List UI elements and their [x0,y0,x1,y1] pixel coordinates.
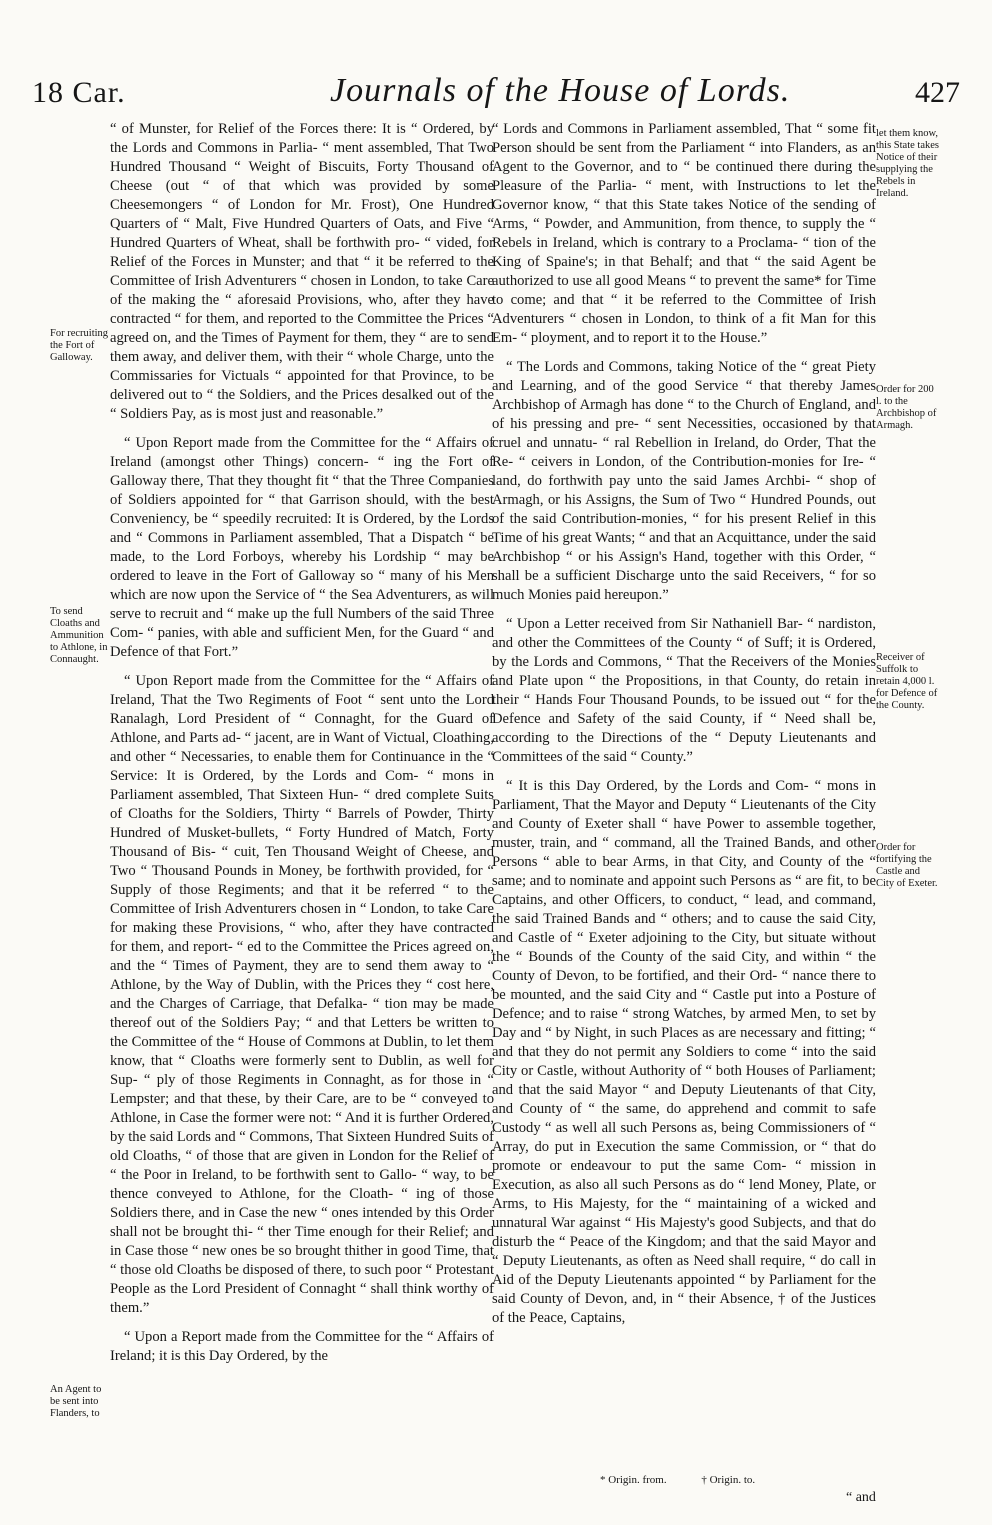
page-header [0,70,992,120]
margin-note-armagh: Order for 200 l. to the Archbishop of Armagh. [876,384,937,431]
margin-note-athlone: To send Cloaths and Ammunition to Athlone, in Connaught. [50,606,108,665]
margin-note-suffolk: Receiver of Suffolk to retain 4,000 l. for Defence of the County. [876,652,938,711]
footnote-from: * Origin. from. [600,1474,667,1486]
paragraph-suffolk: “ Upon a Letter received from Sir Nathaniell Bar- “ nardiston, and other the Committees of the County “ of Suff; it is Ordered, by the Lords and Commons, “ That the Receivers of the Monies and Plate upon “ the Propositions, in that County, do retain in their “ Hands Four Thousand Pounds, to be issued out “ for the Defence and Safety of the said County, if “ Need shall be, according to the Directions of the “ Deputy Lieutenants and Committees of the said “ County.” [492,616,876,765]
paragraph-munster-relief: “ of Munster, for Relief of the Forces there: It is “ Ordered, by the Lords and Commons in Parlia- “ ment assembled, That Two Hundred Thousand “ Weight of Biscuits, Forty Thousand of Cheese (out “ of that which was provided by some Cheesemongers “ of London for Mr. Frost), One Hundred Quarters of “ Malt, Five Hundred Quarters of Oats, and Five “ Hundred Quarters of Wheat, shall be forthwith pro- “ vided, for Relief of the Forces in Munster; and that “ it be referred to the Committee of Irish Adventurers “ chosen in London, to take Care of the making the “ aforesaid Provisions, who, after they have contracted “ for them, and reported to the Committee the Prices “ agreed on, and the Times of Payment for them, they “ are to send them away, and deliver them, with their “ whole Charge, unto the Commissaries for Victuals “ appointed for that Province, to be delivered out to “ the Soldiers, and the Prices desalked out of the “ Soldiers Pay, as is most just and reasonable.” [110,121,494,422]
catchword: “ and [846,1490,876,1505]
paragraph-flanders-agent: “ Lords and Commons in Parliament assembled, That “ some fit Person should be sent from the Parliament “ into Flanders, as an Agent to the Governor, and to “ be continued there during the Pleasure of the Parlia- “ ment, with Instructions to let the Governor know, “ that this State takes Notice of the sending of Arms, “ Powder, and Ammunition, from thence, to supply the “ Rebels in Ireland, which is contrary to a Proclama- “ tion of the King of Spaine's; in that Behalf; and that “ the said Agent be authorized to use all good Means “ to prevent the same* for Time to come; and that “ it be referred to the Committee of Irish Adventurers “ chosen in London, to think of a fit Man for this Em- “ ployment, and to report it to the House.” [492,121,876,346]
left-column [110,120,494,1376]
paragraph-athlone: “ Upon Report made from the Committee for the “ Affairs of Ireland, That the Two Regiments of Foot “ sent unto the Lord Ranalagh, Lord President of “ Connaght, for the Guard of Athlone, and Parts ad- “ jacent, are in Want of Victual, Cloathing, and other “ Necessaries, to enable them for Continuance in the “ Service: It is Ordered, by the Lords and Com- “ mons in Parliament assembled, That Sixteen Hun- “ dred complete Suits of Cloaths for the Soldiers, Thirty “ Barrels of Powder, Thirty Hundred of Musket-bullets, “ Forty Hundred of Match, Forty Thousand of Bis- “ cuit, Ten Thousand Weight of Cheese, and Two “ Thousand Pounds in Money, be forthwith provided, for “ Supply of those Regiments; and that it be referred “ to the Committee of Irish Adventurers chosen in “ London, to take Care for making these Provisions, “ who, after they have contracted for them, and report- “ ed to the Committee the Prices agreed on, and the “ Times of Payment, they are to send them away to “ Athlone, by the Way of Dublin, with the Prices they “ cost here, and the Charges of Carriage, that Defalka- “ tion may be made thereof out of the Soldiers Pay; “ and that Letters be written to the Committee of the “ House of Commons at Dublin, to let them know, that “ Cloaths were formerly sent to Dublin, as well for Sup- “ ply of those Regiments in Connaght, as for those in “ Lempster; and that these, by their Care, are to be “ conveyed to Athlone, in Case the former were not: “ And it is further Ordered, by the said Lords and “ Commons, That Sixteen Hundred Suits of old Cloaths, “ of those that are given in London for the Relief of “ the Poor in Ireland, to be forthwith sent to Gallo- “ way, to be thence conveyed to Athlone, for the Cloath- “ ing of those Soldiers there, and in Case the new “ ones intended by this Order shall not be brought thi- “ ther Time enough for their Relief; and in Case those “ new ones be so brought thither in good Time, that “ those old Cloaths be disposed of there, to such poor “ Protestant People as the Lord President of Connaght “ shall think worthy of them.” [110,673,494,1316]
margin-note-galloway: For recruiting the Fort of Galloway. [50,328,109,363]
running-title: Journals of the House of Lords. [330,72,791,109]
paragraph-flanders-start: “ Upon a Report made from the Committee for the “ Affairs of Ireland; it is this Day Ordered, by the [110,1329,494,1364]
right-column [492,120,876,1338]
regnal-year: 18 Car. [32,76,126,109]
margin-note-flanders-continued: let them know, this State takes Notice of their supplying the Rebels in Ireland. [876,128,939,199]
margin-note-exeter: Order for fortifying the Castle and City of Exeter. [876,842,938,889]
paragraph-galloway: “ Upon Report made from the Committee for the “ Affairs of Ireland (amongst other Things) concern- “ ing the Fort of Galloway there, That they thought fit “ that the Three Companies of Soldiers appointed for “ that Garrison should, with the best Conveniency, be “ speedily recruited: It is Ordered, by the Lords and “ Commons in Parliament assembled, That a Dispatch “ be made, to the Lord Forboys, whereby his Lordship “ may be ordered to leave in the Fort of Galloway so “ many of his Men which are now upon the Service of “ the Sea Adventurers, as will serve to recruit and “ make up the full Numbers of the said Three Com- “ panies, with able and sufficient Men, for the Guard “ and Defence of that Fort.” [110,435,494,660]
paragraph-armagh: “ The Lords and Commons, taking Notice of the “ great Piety and Learning, and of the good Service “ that thereby James Archbishop of Armagh has done “ to the Church of England, and of his pressing and pre- “ sent Necessities, occasioned by that cruel and unnatu- “ ral Rebellion in Ireland, do Order, That the Re- “ ceivers in London, of the Contribution-monies for Ire- “ land, do forthwith pay unto the said James Archbi- “ shop of Armagh, or his Assigns, the Sum of Two “ Hundred Pounds, out of the said Contribution-monies, “ for his present Relief in this Time of his great Wants; “ and that an Acquittance, under the said Archbishop “ or his Assign's Hand, together with this Order, “ shall be a sufficient Discharge unto the said Receivers, “ for so much Monies paid hereupon.” [492,359,876,603]
paragraph-exeter: “ It is this Day Ordered, by the Lords and Com- “ mons in Parliament, That the Mayor and Deputy “ Lieutenants of the City and County of Exeter shall “ have Power to assemble together, muster, train, and “ command, all the Trained Bands, and other Persons “ able to bear Arms, in that City, and County of the “ same; and to nominate and appoint such Persons as “ are fit, to be Captains, and other Officers, to conduct, “ lead, and command, the said Trained Bands and “ others; and to cause the said City, and Castle of “ Exeter adjoining to the City, but situate without the “ Bounds of the County of the said City, and within “ the County of Devon, to be fortified, and their Ord- “ nance there to be mounted, and the said City and “ Castle put into a Posture of Defence; and to raise “ strong Watches, by armed Men, to set by Day and “ by Night, in such Places as are necessary and fitting; “ and that they do not permit any Soldiers to come “ into the said City or Castle, without Authority of “ both Houses of Parliament; and that the said Mayor “ and Deputy Lieutenants of that City, and County of “ the same, do apprehend and commit to safe Custody “ as well all such Persons as, being Commissioners of “ Array, do put in Execution the same Commission, or “ that do promote or endeavour to put the same Com- “ mission in Execution, as also all such Persons as do “ lend Money, Plate, or Arms, to His Majesty, for the “ maintaining of a wicked and unnatural War against “ His Majesty's good Subjects, and that do disturb the “ Peace of the Kingdom; and that the said Mayor and “ Deputy Lieutenants, as often as Need shall require, “ do call in Aid of the Deputy Lieutenants appointed “ by Parliament for the said County of Devon, and, in “ their Absence, † of the Justices of the Peace, Captains, [492,778,876,1326]
margin-note-flanders: An Agent to be sent into Flanders, to [50,1384,102,1419]
footnotes [600,1474,787,1486]
page-number: 427 [915,76,960,109]
footnote-to: † Origin. to. [701,1474,756,1486]
